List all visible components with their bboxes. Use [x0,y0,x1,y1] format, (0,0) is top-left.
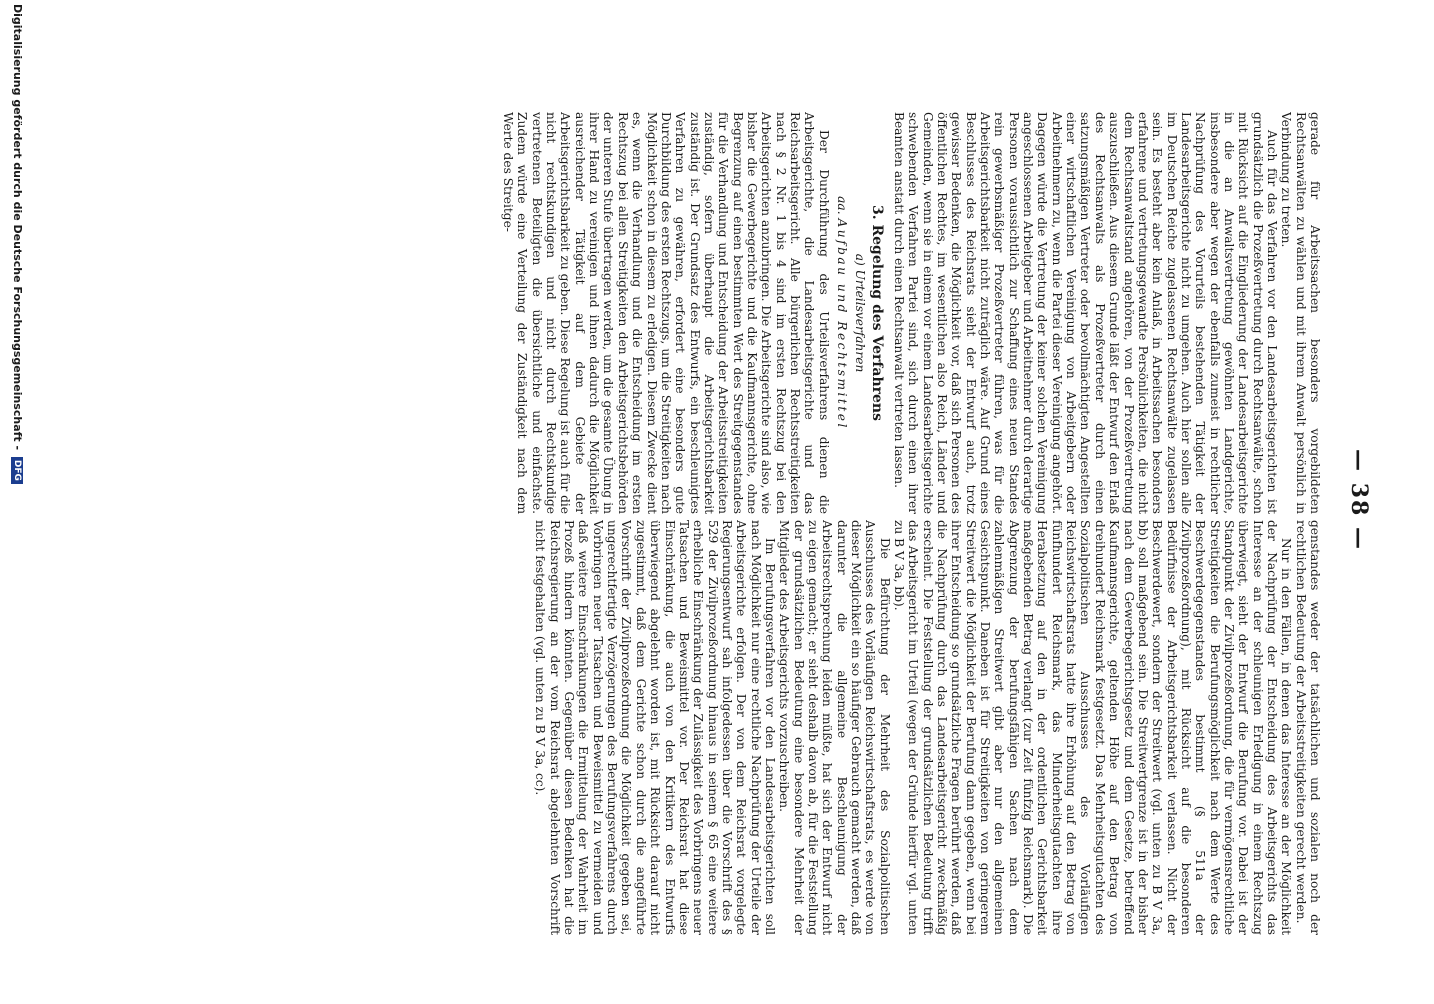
paragraph: Die Befürchtung der Mehrheit des Sozialpolitischen Ausschusses des Vorläufigen Reichswirtschaftsrats, es werde von dieser Möglichkeit ein so häufiger Gebrauch gemacht werden, daß darunter die allgemeine Beschleunigung der Arbeitsrechtsprechung leiden müßte, hat sich der Entwurf nicht zu eigen gemacht; er sieht deshalb davon ab, für die Feststellung der grundsätzlichen Bedeutung eine besondere Mehrheit der Mitglieder des Arbeitsgerichts vorzuschreiben. [777,520,892,935]
left-column [172,112,1322,514]
page-number: — 38 — [1346,449,1372,551]
digitization-footer [11,4,24,1004]
footer-text: Digitalisierung gefördert durch die Deutsche Forschungsgemeinschaft - [11,4,24,451]
dfg-logo: DFG [11,457,23,484]
subsection-heading: a) Urteilsverfahren [853,253,868,373]
paragraph: Nur in den Fällen, in denen das Interesse an der Möglichkeit der Nachprüfung der Entscheidung des Arbeitsgerichts das Interesse an der schleunigen Erledigung in einem Rechtszug überwiegt, sieht der Entwurf die Berufung vor. Dabei ist der Standpunkt der Zivilprozeßordnung, die für vermögensrechtliche Streitigkeiten die Berufungsmöglichkeit nach dem Werte des Beschwerdegegenstandes bestimmt (§ 511a der Zivilprozeßordnung), mit Rücksicht auf die besonderen Bedürfnisse der Arbeitsgerichtsbarkeit verlassen. Nicht der Beschwerdewert, sondern der Streitwert (vgl. unten zu B V 3a, bb) soll maßgebend sein. Die Streitwertgrenze ist in der bisher nach dem Gewerbegerichtsgesetz und dem Gesetze, betreffend Kaufmannsgerichte, geltenden Höhe auf den Betrag von dreihundert Reichsmark festgesetzt. Das Mehrheitsgutachten des Sozialpolitischen Ausschusses des Vorläufigen Reichswirtschaftsrats hatte ihre Erhöhung auf den Betrag von fünfhundert Reichsmark, das Minderheitsgutachten ihre Herabsetzung auf den in der ordentlichen Gerichtsbarkeit maßgebenden Betrag verlangt (zur Zeit fünfzig Reichsmark). Die Abgrenzung der berufungsfähigen Sachen nach dem zahlenmäßigen Streitwert gibt aber nur den allgemeinen Gesichtspunkt. Daneben ist für Streitigkeiten von geringerem Streitwert die Möglichkeit der Berufung dann gegeben, wenn bei ihrer Entscheidung so grundsätzliche Fragen berührt werden, daß die Nachprüfung durch das Landesarbeitsgericht zweckmäßig erscheint. Die Feststellung der grundsätzlichen Bedeutung trifft das Arbeitsgericht im Urteil (wegen der Gründe hierfür vgl. unten zu B V 3a, bb). [892,520,1294,935]
paragraph: Der Durchführung des Urteilsverfahrens dienen die Arbeitsgerichte, die Landesarbeitsgerichte und das Reichsarbeitsgericht. Alle bürgerlichen Rechtsstreitigkeiten nach § 2 Nr. 1 bis 4 sind im ersten Rechtszug bei den Arbeitsgerichten anzubringen. Die Arbeitsgerichte sind also, wie bisher die Gewerbegerichte und die Kaufmannsgerichte, ohne Begrenzung auf einen bestimmten Wert des Streitgegenstandes für die Verhandlung und Entscheidung der Arbeitsstreitigkeiten zuständig, sofern überhaupt die Arbeitsgerichtsbarkeit zuständig ist. Der Grundsatz des Entwurfs, ein beschleunigtes Verfahren zu gewähren, erfordert eine besonders gute Durchbildung des ersten Rechtszugs, um die Streitigkeiten nach Möglichkeit schon in diesem zu erledigen. Diesem Zwecke dient es, wenn die Verhandlung und die Entscheidung im ersten Rechtszug bei allen Streitigkeiten den Arbeitsgerichtsbehörden der unteren Stufe übertragen werden, um die gesamte Übung in ihrer Hand zu vereinigen und ihnen dadurch die Möglichkeit ausreichender Tätigkeit auf dem Gebiete der Arbeitsgerichtsbarkeit zu geben. Diese Regelung ist auch für die nicht rechtskundigen und nicht durch Rechtskundige vertretenen Beteiligten die übersichtliche und einfachste. Zudem würde eine Verteilung der Zuständigkeit nach dem Werte des Streitge- [501,112,831,514]
paragraph: Im Berufungsverfahren vor den Landesarbeitsgerichten soll nach Möglichkeit nur eine rechtliche Nachprüfung der Urteile der Arbeitsgerichte erfolgen. Der von dem Reichsrat vorgelegte Regierungsentwurf sah infolgedessen über die Vorschrift des § 529 der Zivilprozeßordnung hinaus in seinem § 65 eine weitere erhebliche Einschränkung der Zulässigkeit des Vorbringens neuer Tatsachen und Beweismittel vor. Der Reichsrat hat diese Einschränkung, die auch von den Kritikern des Entwurfs überwiegend abgelehnt worden ist, mit Rücksicht darauf nicht zugestimmt, daß dem Gerichte schon durch die angeführte Vorschrift der Zivilprozeßordnung die Möglichkeit gegeben sei, ungerechtfertigte Verzögerungen des Berufungsverfahrens durch Vorbringen neuer Tatsachen und Beweismittel zu vermeiden und daß weitere Einschränkungen die Ermittelung der Wahrheit im Prozeß hindern könnten. Gegenüber diesen Bedenken hat die Reichsregierung an der vom Reichsrat abgelehnten Vorschrift nicht festgehalten (vgl. unten zu B V 3a, cc). [533,520,777,935]
section-heading: 3. Regelung des Verfahrens [868,205,885,421]
paragraph: Auch für das Verfahren vor den Landesarbeitsgerichten ist grundsätzlich die Prozeßvertretung durch Rechtsanwälte, schon mit Rücksicht auf die Eingliederung der Landesarbeitsgerichte in die an Anwaltsvertretung gewöhnten Landgerichte, insbesondere aber wegen der ebenfalls zumeist in rechtlicher Nachprüfung des Vorurteils bestehenden Tätigkeit der Landesarbeitsgerichte nicht zu umgehen. Auch hier sollen alle im Deutschen Reiche zugelassenen Rechtsanwälte zugelassen sein. Es besteht aber kein Anlaß, in Arbeitssachen besonders erfahrene und vertretungsgewandte Persönlichkeiten, die nicht dem Rechtsanwaltstand angehören, von der Prozeßvertretung auszuschließen. Aus diesem Grunde läßt der Entwurf den Erlaß des Rechtsanwalts als Prozeßvertreter durch einen satzungsmäßigen Vertreter oder bevollmächtigten Angestellten einer wirtschaftlichen Vereinigung von Arbeitgebern oder Arbeitnehmern zu, wenn die Partei dieser Vereinigung angehört. Dagegen würde die Vertretung der keiner solchen Vereinigung angeschlossenen Arbeitgeber und Arbeitnehmer durch derartige Personen voraussichtlich zur Schaffung eines neuen Standes rein gewerbsmäßiger Prozeßvertreter führen, was für die Arbeitsgerichtsbarkeit nicht zuträglich wäre. Auf Grund eines Beschlusses des Reichsrats sieht der Entwurf auch, trotz gewisser Bedenken, die Möglichkeit vor, daß sich Personen des öffentlichen Rechtes, im wesentlichen also Reich, Länder und Gemeinden, wenn sie in einem vor einem Landesarbeitsgerichte schwebenden Verfahren Partei sind, sich durch einen ihrer Beamten anstatt durch einen Rechtsanwalt vertreten lassen. [892,112,1279,514]
right-column [172,520,1322,935]
subsubsection-heading [835,112,849,514]
paragraph: gerade für Arbeitssachen besonders vorgebildeten Rechtsanwälten zu wählen und mit ihrem Anwalt persönlich in Verbindung zu treten. [1279,112,1322,514]
subsubsection-title: Aufbau und Rechtsmittel [835,218,849,430]
subsubsection-label: aa. [835,196,849,215]
paragraph: genstandes weder der tatsächlichen und sozialen noch der rechtlichen Bedeutung der Arbeitsstreitigkeiten gerecht werden. [1293,520,1322,935]
